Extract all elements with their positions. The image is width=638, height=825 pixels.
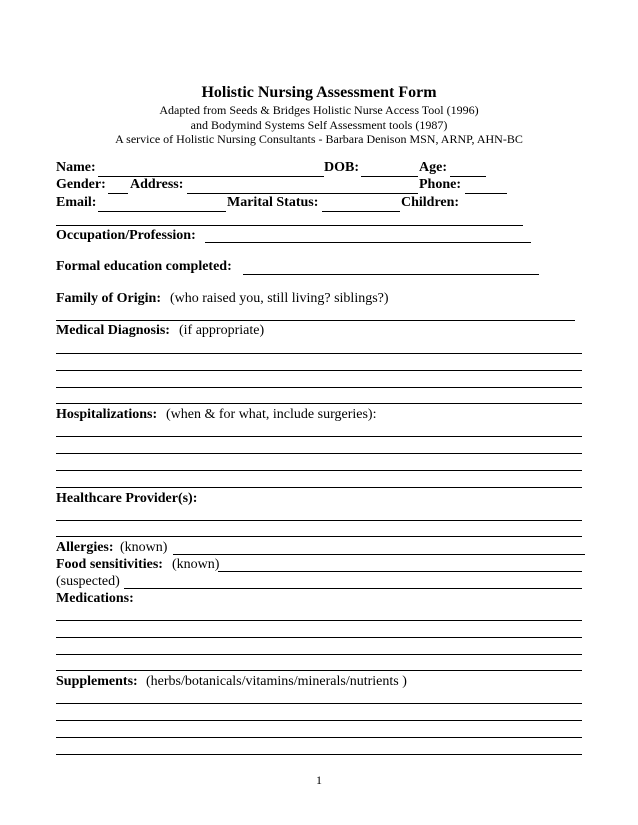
food-sensitivities-known-field[interactable] [218, 555, 582, 572]
name-field[interactable] [98, 160, 324, 177]
healthcare-provider-line[interactable] [56, 520, 582, 521]
medications-line[interactable] [56, 670, 582, 671]
header-source-line-1: Adapted from Seeds & Bridges Holistic Nurse Access Tool (1996) [159, 103, 479, 117]
hospitalizations-line[interactable] [56, 453, 582, 454]
family-origin-line[interactable] [56, 320, 575, 321]
allergies-field[interactable] [173, 538, 585, 555]
education-field[interactable] [243, 258, 539, 275]
food-sensitivities-suspected-label: (suspected) [56, 574, 120, 589]
marital-status-field[interactable] [322, 195, 400, 212]
education-label: Formal education completed: [56, 259, 232, 274]
dob-field[interactable] [361, 160, 418, 177]
name-label: Name: [56, 160, 96, 175]
food-sensitivities-suspected-field[interactable] [124, 572, 582, 589]
medical-diagnosis-line[interactable] [56, 403, 582, 404]
email-label: Email: [56, 195, 97, 210]
food-sensitivities-label: Food sensitivities: [56, 557, 163, 572]
medical-diagnosis-line[interactable] [56, 387, 582, 388]
address-label: Address: [130, 177, 184, 192]
allergies-label: Allergies: [56, 540, 114, 555]
phone-label: Phone: [419, 177, 461, 192]
dob-label: DOB: [324, 160, 359, 175]
address-field[interactable] [187, 177, 418, 194]
healthcare-provider-label: Healthcare Provider(s): [56, 491, 198, 506]
supplements-line[interactable] [56, 703, 582, 704]
hospitalizations-line[interactable] [56, 487, 582, 488]
gender-label: Gender: [56, 177, 106, 192]
allergies-hint: (known) [120, 540, 168, 555]
medications-line[interactable] [56, 654, 582, 655]
medical-diagnosis-hint: (if appropriate) [179, 323, 265, 338]
hospitalizations-line[interactable] [56, 436, 582, 437]
medical-diagnosis-line[interactable] [56, 370, 582, 371]
form-title: Holistic Nursing Assessment Form [201, 84, 437, 101]
medical-diagnosis-line[interactable] [56, 353, 582, 354]
healthcare-provider-line[interactable] [56, 536, 582, 537]
medications-label: Medications: [56, 591, 134, 606]
family-origin-hint: (who raised you, still living? siblings?) [170, 291, 389, 306]
children-label: Children: [401, 195, 460, 210]
supplements-hint: (herbs/botanicals/vitamins/minerals/nutrients ) [146, 674, 407, 689]
supplements-label: Supplements: [56, 674, 138, 689]
medications-line[interactable] [56, 637, 582, 638]
family-origin-label: Family of Origin: [56, 291, 161, 306]
supplements-line[interactable] [56, 737, 582, 738]
gender-field[interactable] [108, 177, 128, 194]
header-service-line: A service of Holistic Nursing Consultants - Barbara Denison MSN, ARNP, AHN-BC [115, 132, 523, 146]
hospitalizations-hint: (when & for what, include surgeries): [166, 407, 377, 422]
marital-status-label: Marital Status: [227, 195, 319, 210]
age-field[interactable] [450, 160, 486, 177]
occupation-field[interactable] [205, 226, 531, 243]
header-source-line-2: and Bodymind Systems Self Assessment tools (1987) [190, 118, 448, 132]
supplements-line[interactable] [56, 754, 582, 755]
medications-line[interactable] [56, 620, 582, 621]
hospitalizations-label: Hospitalizations: [56, 407, 158, 422]
phone-field[interactable] [465, 177, 507, 194]
supplements-line[interactable] [56, 720, 582, 721]
page-number: 1 [316, 773, 322, 787]
email-field[interactable] [98, 195, 226, 212]
medical-diagnosis-label: Medical Diagnosis: [56, 323, 170, 338]
hospitalizations-line[interactable] [56, 470, 582, 471]
occupation-label: Occupation/Profession: [56, 228, 196, 243]
age-label: Age: [419, 160, 447, 175]
food-sensitivities-hint: (known) [172, 557, 220, 572]
